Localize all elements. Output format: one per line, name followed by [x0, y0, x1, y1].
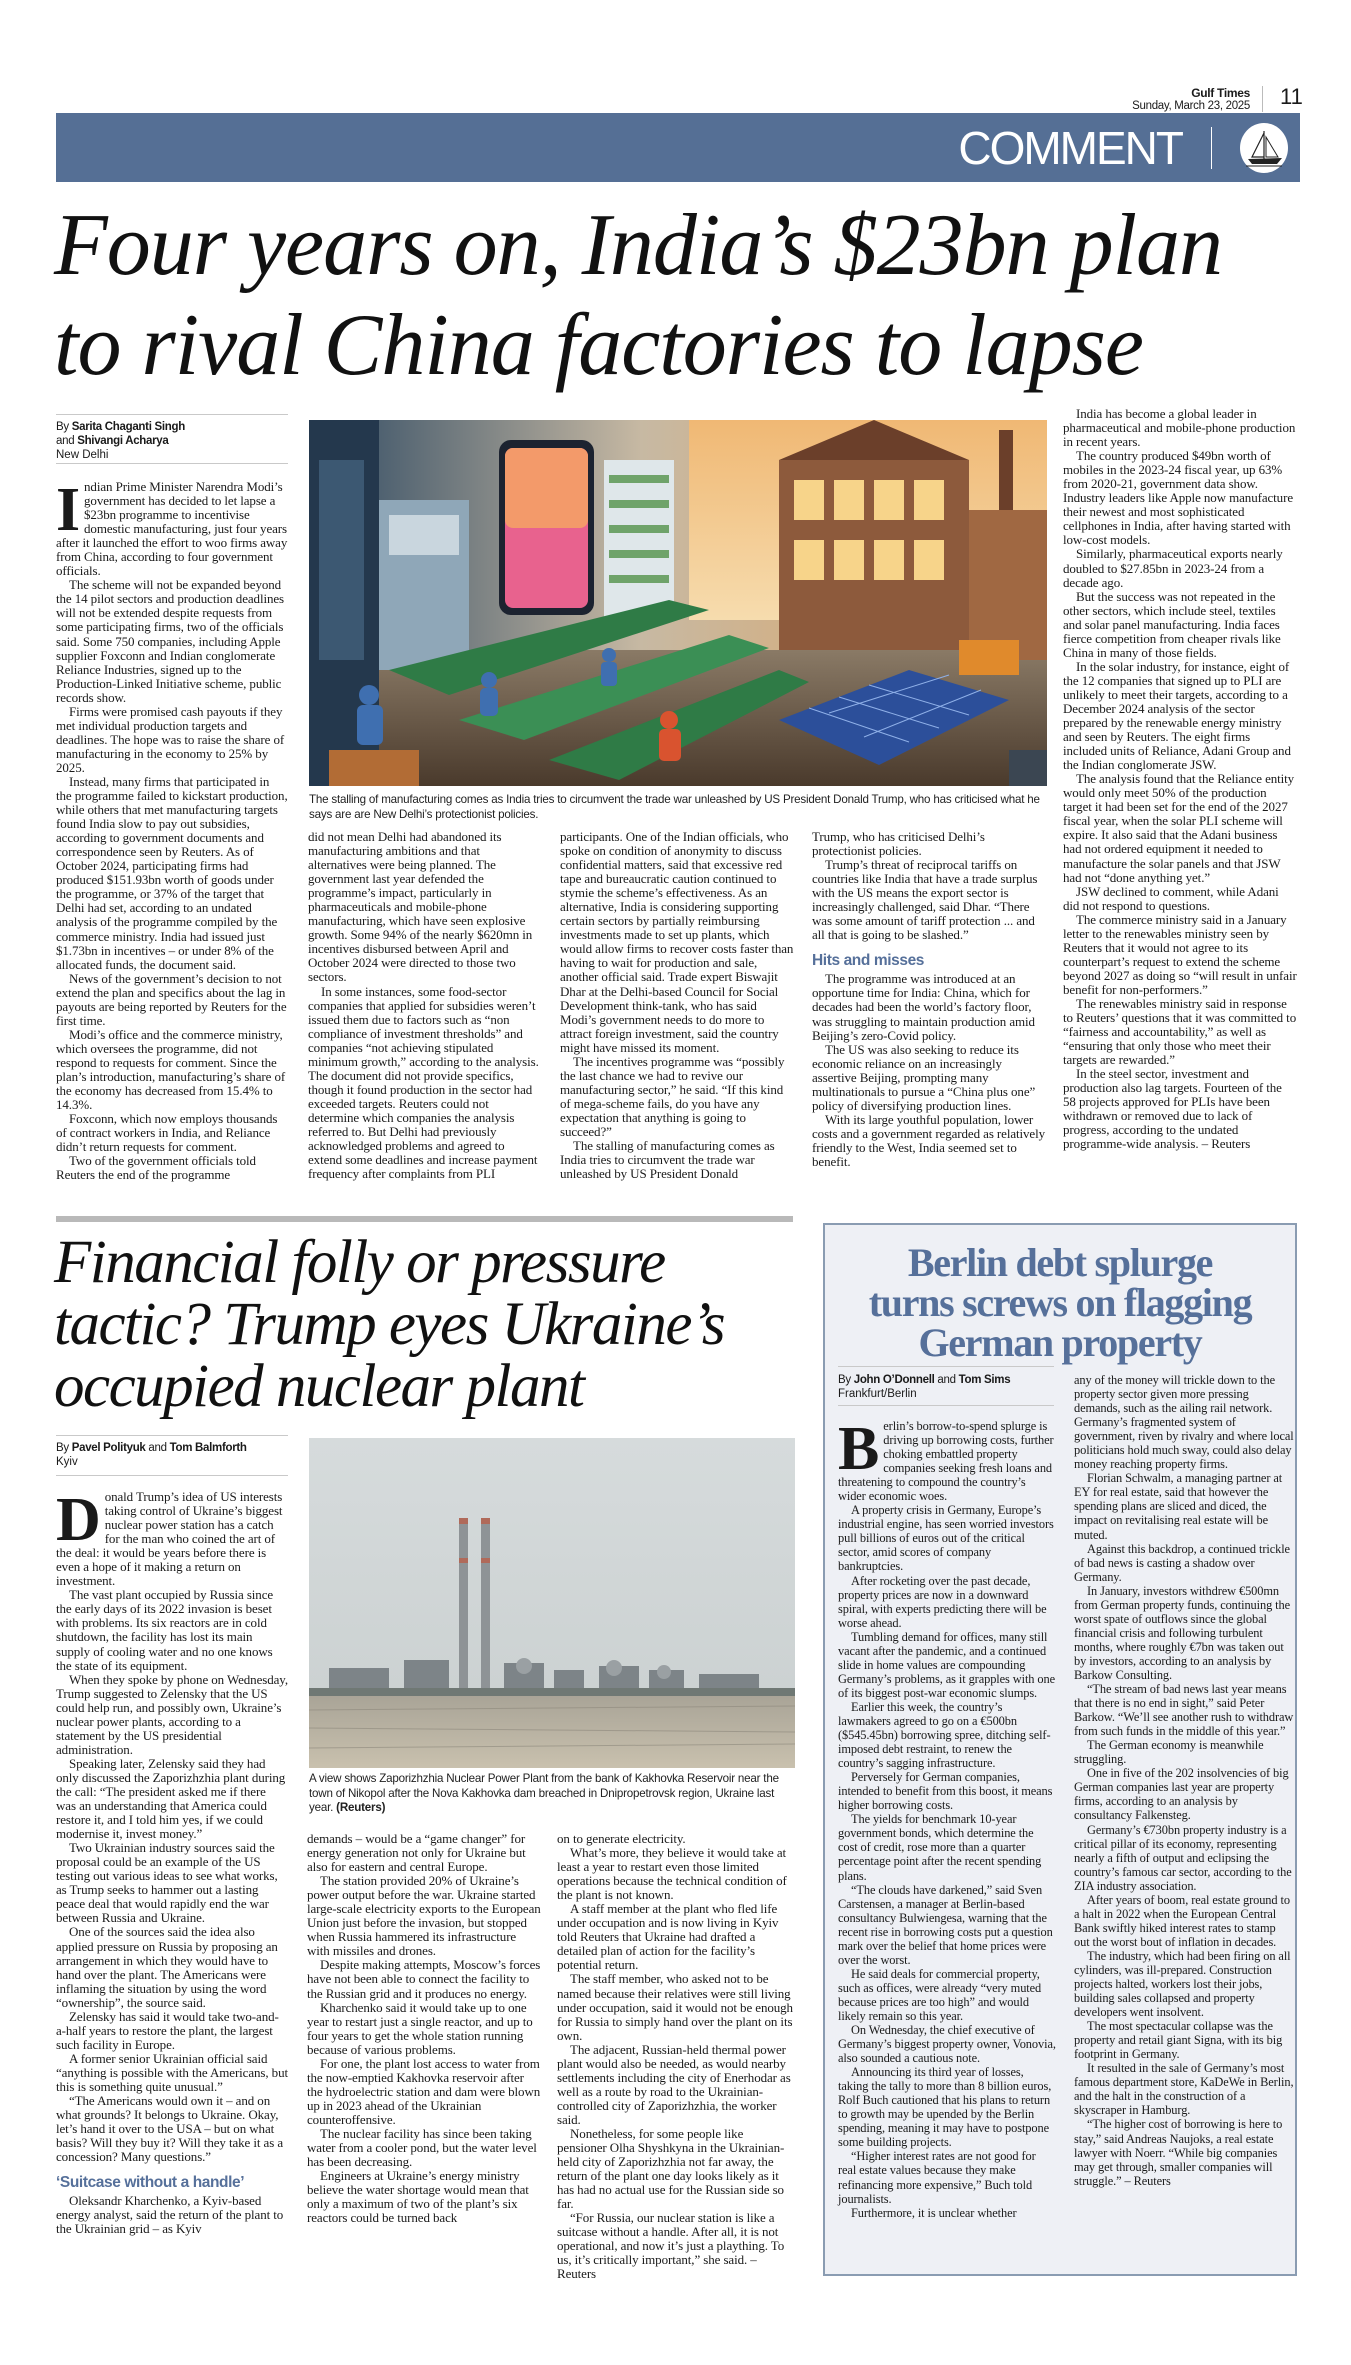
masthead-divider	[1262, 86, 1263, 112]
top-story-column-2	[308, 830, 540, 1181]
paragraph: Trump, who has criticised Delhi’s protectionist policies.	[812, 829, 985, 859]
author-name: Pavel Polityuk	[71, 1442, 146, 1454]
ukraine-story-byline	[56, 1441, 296, 1469]
headline-line: German property	[918, 1320, 1202, 1365]
paragraph: Two Ukrainian industry sources said the proposal could be an example of the US testing out various ideas to see what works, as Trump seeks to hammer out a lasting peace deal that would rapidly end the war between Russia and Ukraine.	[56, 1840, 278, 1926]
paragraph: When they spoke by phone on Wednesday, Trump suggested to Zelensky that the US could help run, and possibly own, Ukraine’s nuclear power plants, according to a statement by the US presidential administration.	[56, 1671, 288, 1757]
paragraph: The station provided 20% of Ukraine’s power output before the war. Ukraine started large-scale electricity exports to the European Union just before the invasion, but stopped when Russia hammered its infrastructure with missiles and drones.	[307, 1873, 541, 1959]
dateline: Kyiv	[56, 1456, 78, 1468]
headline-line: to rival China factories to lapse	[54, 297, 1143, 394]
paragraph: The most spectacular collapse was the property and retail giant Signa, with its big footprint in Germany.	[1074, 2019, 1283, 2062]
berlin-story-byline	[838, 1373, 1068, 1401]
byline-prefix: By	[56, 421, 69, 433]
paragraph: Against this backdrop, a continued trickle of bad news is casting a shadow over Germany.	[1074, 1541, 1290, 1584]
byline-rule	[838, 1366, 1054, 1367]
paragraph-text: erlin’s borrow-to-spend splurge is driving up borrowing costs, further choking embattled property companies seeking fresh loans and threatening to compound the country’s wider economic woes.	[838, 1419, 1054, 1504]
paragraph: The vast plant occupied by Russia since the early days of its 2022 invasion is beset with problems. Its six reactors are in cold shutdown, the facility has lost its main supply of cooling water and no one knows the state of its equipment.	[56, 1587, 274, 1673]
byline-rule	[56, 1435, 288, 1436]
paragraph: JSW declined to comment, while Adani did not respond to questions.	[1063, 883, 1279, 913]
ukraine-story-headline	[54, 1229, 725, 1420]
paragraph: The renewables ministry said in response to Reuters’ questions that it was committed to “fairness and accountability,” as well as “ensuring that only those who meet their targets are rewarded.”	[1063, 995, 1297, 1068]
ukraine-story-column-1	[56, 1486, 288, 2237]
page-number: 11	[1280, 84, 1303, 109]
headline-line: Four years on, India’s $23bn plan	[54, 197, 1223, 294]
paragraph	[838, 1415, 1056, 1504]
drop-cap: D	[56, 1486, 101, 1554]
paragraph: It resulted in the sale of Germany’s most famous department store, KaDeWe in Berlin, and the halt in the construction of a skyscraper in Hamburg.	[1074, 2061, 1294, 2118]
paragraph: “The clouds have darkened,” said Sven Carstensen, a manager at Berlin-based consultancy Bulwiengesa, warning that the recent rise in borrowing costs put a question mark over the belief that home prices were over the worst.	[838, 1882, 1053, 1967]
paragraph: Firms were promised cash payouts if they met individual production targets and deadlines. The hope was to raise the share of manufacturing in the economy to 25% by 2025.	[56, 703, 285, 775]
drop-cap: B	[838, 1415, 880, 1483]
section-label: COMMENT	[958, 122, 1182, 174]
paragraph: A staff member at the plant who fled life under occupation and is now living in Kyiv told Reuters that Ukraine had drafted a detailed plan of action for the facility’s potential return.	[557, 1901, 779, 1973]
dateline: Frankfurt/Berlin	[838, 1388, 917, 1400]
photo-credit: (Reuters)	[336, 1801, 386, 1814]
paragraph: Foxconn, which now employs thousands of contract workers in India, and Reliance didn’t return requests for comment.	[56, 1111, 278, 1155]
paragraph-text: onald Trump’s idea of US interests taking control of Ukraine’s biggest nuclear power station has a catch for the man who coined the art of the deal: it would be years before there is even a hope of it making a return on investment.	[56, 1489, 283, 1589]
factory-illustration-image	[309, 420, 1047, 786]
paragraph: Perversely for German companies, intended to benefit from this boost, it means higher borrowing costs.	[838, 1770, 1053, 1813]
paragraph: The nuclear facility has since been taking water from a cooler pond, but the water level has been decreasing.	[307, 2125, 537, 2170]
paragraph: The industry, which had been firing on all cylinders, was ill-prepared. Construction projects halted, workers lost their jobs, building sales collapsed and property developers went insolvent.	[1074, 1948, 1291, 2020]
headline-line: occupied nuclear plant	[54, 1353, 584, 1420]
paragraph: Announcing its third year of losses, taking the tally to more than 8 billion euros, Rolf Buch cautioned that his plans to return to growth may be upended by the Berlin spending, meaning it may have to postpone some building projects.	[838, 2065, 1052, 2150]
section-divider	[1211, 127, 1212, 169]
paragraph: The adjacent, Russian-held thermal power plant would also be needed, as would nearby settlements including the city of Enerhodar as well as a route by road to the Ukrainian-controlled city of Zaporizhzhia, the worker said.	[557, 2041, 791, 2127]
headline-line: turns screws on flagging	[868, 1280, 1252, 1325]
paragraph: After rocketing over the past decade, property prices are now in a downward spiral, with experts predicting there will be worse ahead.	[838, 1573, 1047, 1630]
section-divider-bar	[56, 1216, 793, 1222]
paragraph: “Higher interest rates are not good for real estate values because they make refinancing more expensive,” Buch told journalists.	[838, 2149, 1036, 2206]
byline-rule	[56, 463, 288, 464]
byline-prefix: By	[838, 1374, 851, 1386]
paragraph: Engineers at Ukraine’s energy ministry believe the water shortage would mean that only a maximum of two of the plant’s six reactors could be turned back	[307, 2168, 529, 2226]
headline-line: tactic? Trump eyes Ukraine’s	[54, 1291, 725, 1358]
paragraph: One of the sources said the idea also applied pressure on Russia by proposing an arrangement in which they would have to hand over the plant. The Americans were inflaming the situation by using the word “ownership”, the source said.	[56, 1924, 278, 2010]
paragraph: “The stream of bad news last year means that there is no end in sight,” said Peter Barkow. “We’ll see another rush to withdraw from such funds in the middle of this year.”	[1074, 1682, 1294, 1739]
paragraph: Similarly, pharmaceutical exports nearly doubled to $27.85bn in 2023-24 from a decade ago.	[1063, 546, 1283, 590]
top-story-column-5	[1063, 407, 1297, 1151]
paragraph: Florian Schwalm, a managing partner at EY for real estate, said that however the spending plans are sliced and diced, the impact on revitalising real estate will be muted.	[1074, 1471, 1283, 1542]
paragraph: demands – would be a “game changer” for energy generation not only for Ukraine but also for eastern and central Europe.	[307, 1831, 526, 1875]
issue-date: Sunday, March 23, 2025	[1132, 100, 1250, 112]
paragraph: Tumbling demand for offices, many still vacant after the pandemic, and a continued slide in home values are compounding Germany’s problems, as it grapples with one of its biggest post-war economic slumps.	[838, 1629, 1055, 1700]
paragraph: In the solar industry, for instance, eight of the 12 companies that signed up to PLI are unlikely to meet their targets, according to a December 2024 analysis of the sector prepared by the renewable energy ministry and seen by Reuters. The eight firms included units of Reliance, Adani Group and the Indian conglomerate JSW.	[1063, 658, 1291, 773]
paragraph: The analysis found that the Reliance entity would only meet 50% of the production target it had been set for the end of the 2027 fiscal year, when the solar PLI scheme will expire. It also said that the Adani business had not ordered equipment it needed to manufacture the solar panels and that JSW had not “done anything yet.”	[1063, 771, 1295, 885]
berlin-story-box	[823, 1223, 1297, 2276]
paragraph: But the success was not repeated in the other sectors, which include steel, textiles and solar panel manufacturing. India faces fierce competition from cheaper rivals like China in many of those fields.	[1063, 588, 1281, 660]
ukraine-story-column-3	[557, 1832, 793, 2282]
paragraph: In the steel sector, investment and production also lag targets. Fourteen of the 58 projects approved for PLIs have been withdrawn or removed due to lack of progress, according to the undated programme-wide analysis. – Reuters	[1063, 1066, 1282, 1152]
masthead	[1080, 86, 1250, 112]
paragraph-text: ndian Prime Minister Narendra Modi’s government has decided to let lapse a $23bn programme to incentivise domestic manufacturing, just four years after it launched the effort to woo firms away from China, according to four government officials.	[56, 479, 288, 579]
newspaper-name: Gulf Times	[1191, 86, 1250, 100]
author-name: Tom Balmforth	[169, 1442, 247, 1454]
paragraph: With its large youthful population, lower costs and a government regarded as relatively friendly to the West, India seemed set to benefit.	[812, 1111, 1046, 1169]
byline-rule	[56, 414, 288, 415]
paragraph: The incentives programme was “possibly the last chance we had to revive our manufacturing sector,” he said. “If this kind of mega-scheme fails, do you have any expectation that anything is going to succeed?”	[560, 1053, 785, 1139]
paragraph: The country produced $49bn worth of mobiles in the 2023-24 fiscal year, up 63% from 2020-21, government data show. Industry leaders like Apple now manufacture their newest and most sophisticated cellphones in India, after having started with low-cost models.	[1063, 448, 1293, 548]
top-story-byline	[56, 420, 288, 462]
paragraph: The commerce ministry said in a January letter to the renewables ministry seen by Reuters that it would not agree to its counterpart’s request to extend the scheme beyond 2027 as doing so “will result in unfair benefit for non-performers.”	[1063, 911, 1297, 997]
paragraph: Modi’s office and the commerce ministry, which oversees the programme, did not respond to requests for comment. Since the plan’s introduction, manufacturing’s share of the economy has decreased from 15.4% to 14.3%.	[56, 1026, 286, 1113]
subheading: ‘Suitcase without a handle’	[56, 2174, 245, 2192]
paragraph: The staff member, who asked not to be named because their relatives were still living under occupation, said it would not be enough for Russia to simply hand over the plant on its own.	[557, 1971, 793, 2043]
drop-cap: I	[56, 476, 81, 544]
byline-rule	[838, 1405, 1054, 1406]
author-name: Tom Sims	[958, 1374, 1011, 1386]
paragraph: Trump’s threat of reciprocal tariffs on countries like India that have a trade surplus with the US means the export sector is increasingly challenged, said Dhar. “There was some amount of tariff protection ... and all that is going to be slashed.”	[812, 857, 1038, 943]
berlin-story-column-2	[1074, 1373, 1294, 2188]
paragraph: In January, investors withdrew €500mn from German property funds, continuing the worst spate of outflows since the global financial crisis and following turbulent months, where roughly €7bn was taken out by investors, according to an analysis by Barkow Consulting.	[1074, 1583, 1291, 1682]
paragraph: Nonetheless, for some people like pensioner Olha Shyshkyna in the Ukrainian-held city of Zaporizhzhia not far away, the return of the plant one day looks likely as it has had no actual use for the Russian side so far.	[557, 2125, 785, 2212]
paragraph: “The higher cost of borrowing is here to stay,” said Andreas Naujoks, a real estate lawyer with Noerr. “While big companies may get through, smaller companies will struggle.” – Reuters	[1074, 2117, 1283, 2188]
paragraph: The stalling of manufacturing comes as India tries to circumvent the trade war unleashed by US President Donald	[560, 1138, 775, 1182]
paragraph: Two of the government officials told Reuters the end of the programme	[56, 1153, 256, 1183]
paragraph: participants. One of the Indian officials, who spoke on condition of anonymity to discuss confidential matters, said that excessive red tape and bureaucratic caution continued to stymie the scheme’s effectiveness. As an alternative, India is considering supporting certain sectors by partially reimbursing investments made to set up plants, which would allow firms to recover costs faster than having to wait for production and sale, another official said. Trade expert Biswajit Dhar at the Delhi-based Council for Social Development think-tank, who has said Modi’s government needs to do more to attract foreign investment, said the country might have missed its moment.	[560, 829, 794, 1055]
paragraph: Furthermore, it is unclear whether	[851, 2205, 1017, 2220]
byline-rule	[56, 1475, 288, 1476]
paragraph: any of the money will trickle down to the property sector given more pressing demands, such as the ailing rail network. Germany’s fragmented system of government, riven by rivalry and where local politicians hold much sway, could also delay money reaching property firms.	[1074, 1373, 1294, 1472]
paragraph: Zelensky has said it would take two-and-a-half years to restore the plant, the largest such facility in Europe.	[56, 2008, 279, 2052]
top-story-column-1	[56, 476, 288, 1183]
paragraph: News of the government’s decision to not extend the plan and specifics about the lag in payouts are being reported by Reuters for the first time.	[56, 970, 287, 1028]
paragraph: Instead, many firms that participated in the programme failed to kickstart production, while others that met manufacturing targets found India slow to pay out subsidies, according to government documents and correspondence seen by Reuters. As of October 2024, participating firms had produced $151.93bn worth of goods under the programme, or 37% of the target that Delhi had set, according to an undated analysis of the programme compiled by the commerce ministry. India had issued just $1.73bn in incentives – or under 8% of the allocated funds, the document said.	[56, 773, 288, 972]
headline-line: Financial folly or pressure	[54, 1229, 665, 1296]
author-name: Sarita Chaganti Singh	[71, 421, 185, 433]
paragraph: After years of boom, real estate ground to a halt in 2022 when the European Central Bank swiftly hiked interest rates to stamp out the worst bout of inflation in decades.	[1074, 1892, 1290, 1949]
paragraph: The scheme will not be expanded beyond the 14 pilot sectors and production deadlines will not be extended despite requests from some participating firms, two of the officials said. Some 750 companies, including Apple supplier Foxconn and Indian conglomerate Reliance Industries, signed up to the Production-Linked Initiative scheme, public records show.	[56, 577, 285, 705]
paragraph: India has become a global leader in pharmaceutical and mobile-phone production in recent years.	[1063, 406, 1296, 450]
paragraph: The US was also seeking to reduce its economic reliance on an increasingly assertive Beijing, prompting many multinationals to pursue a “China plus one” policy of diversifying production lines.	[812, 1041, 1036, 1113]
paragraph: Kharchenko said it would take up to one year to restart just a single reactor, and up to four years to get the whole station running because of various problems.	[307, 1999, 533, 2057]
top-story-column-3	[560, 830, 796, 1181]
paragraph: did not mean Delhi had abandoned its manufacturing ambitions and that alternatives were being planned. The government last year defended the programme’s impact, particularly in pharmaceuticals and mobile-phone manufacturing, which have seen explosive growth. Some 94% of the nearly $620mn in incentives disbursed between April and October 2024 were directed to those two sectors.	[308, 829, 533, 985]
paragraph: The yields for benchmark 10-year government bonds, which determine the cost of credit, rose more than a quarter percentage point after the recent spending plans.	[838, 1812, 1042, 1883]
berlin-story-column-1	[838, 1415, 1056, 2220]
paragraph: In some instances, some food-sector companies that applied for subsidies weren’t issued them due to factors such as “non compliance of investment thresholds” and companies “not achieving stipulated minimum growth,” according to the analysis. The document did not provide specifics, though it found production in the sector had exceeded targets. Reuters could not determine which companies the analysis referred to. But Delhi had previously acknowledged problems and agreed to extend some deadlines and increase payment frequency after complaints from PLI	[308, 983, 539, 1182]
paragraph: He said deals for commercial property, such as offices, were already “very muted because prices are too high” and would likely remain so this year.	[838, 1966, 1042, 2023]
paragraph: One in five of the 202 insolvencies of big German companies last year are property firms, according to an analysis by consultancy Falkensteg.	[1074, 1766, 1289, 1823]
byline-prefix: By	[56, 1442, 69, 1454]
headline-line: Berlin debt splurge	[907, 1240, 1213, 1285]
paragraph: Earlier this week, the country’s lawmakers agreed to go on a €500bn ($545.45bn) borrowing spree, ditching self-imposed debt restraint, to renew the country’s sagging infrastructure.	[838, 1699, 1051, 1771]
top-story-image-caption: The stalling of manufacturing comes as India tries to circumvent the trade war unleashed by US President Donald Trump, who has criticised what he says are are New Delhi’s protectionist policies.	[309, 793, 1040, 821]
berlin-story-headline	[825, 1240, 1295, 1365]
paragraph	[56, 1486, 288, 1589]
nuclear-plant-photo	[309, 1438, 795, 1768]
ukraine-story-column-2	[307, 1832, 541, 2225]
paragraph: Germany’s €730bn property industry is a critical pillar of its economy, representing nearly a fifth of output and eclipsing the country’s famous car sector, according to the ZIA industry association.	[1074, 1822, 1292, 1893]
top-story-headline	[54, 196, 1222, 396]
byline-conjunction: and	[937, 1374, 956, 1386]
paragraph	[56, 476, 288, 579]
ukraine-photo-caption	[309, 1772, 795, 1816]
caption-text: A view shows Zaporizhzhia Nuclear Power Plant from the bank of Kakhovka Reservoir near the town of Nikopol after the Nova Kakhovka dam breached in Dnipropetrovsk region, Ukraine last year.	[309, 1772, 779, 1814]
author-name: Shivangi Acharya	[77, 435, 169, 447]
paragraph: For one, the plant lost access to water from the now-emptied Kakhovka reservoir after the hydroelectric station and dam were blown up in 2023 ahead of the Ukrainian counteroffensive.	[307, 2055, 541, 2127]
paragraph: “The Americans would own it – and on what grounds? It belongs to Ukraine. Okay, let’s hand it over to the USA – but on what basis? Will they buy it? Will they take it as a concession? Many questions.”	[56, 2093, 284, 2165]
dateline: New Delhi	[56, 449, 109, 461]
byline-conjunction: and	[148, 1442, 167, 1454]
top-story-column-4	[812, 830, 1048, 1169]
paragraph: “For Russia, our nuclear station is like a suitcase without a handle. After all, it is not operational, and now it’s just a plaything. To us, it’s critically important,” she said. – Reuters	[557, 2210, 785, 2282]
paragraph: A former senior Ukrainian official said “anything is possible with the Americans, but this is something quite unusual.”	[56, 2050, 288, 2094]
paragraph: Speaking later, Zelensky said they had only discussed the Zaporizhzhia plant during the call: “The president asked me if there was an understanding that America could restore it, and I told him yes, if we could modernise it, invest money.”	[56, 1755, 286, 1842]
paragraph: Despite making attempts, Moscow’s forces have not been able to connect the facility to the Russian grid and it produces no energy.	[307, 1957, 541, 2001]
paragraph: A property crisis in Germany, Europe’s industrial engine, has seen worried investors pull billions of euros out of the critical sector, amid scores of company bankruptcies.	[838, 1503, 1054, 1574]
author-name: John O’Donnell	[853, 1374, 935, 1386]
paragraph: on to generate electricity.	[557, 1831, 686, 1846]
byline-conjunction: and	[56, 435, 75, 447]
subheading: Hits and misses	[812, 952, 925, 970]
paragraph: Oleksandr Kharchenko, a Kyiv-based energy analyst, said the return of the plant to the Ukrainian grid – as Kyiv	[56, 2193, 284, 2237]
dhow-boat-icon	[1240, 123, 1288, 173]
section-bar	[56, 113, 1300, 182]
paragraph: What’s more, they believe it would take at least a year to restart even those limited operations because the technical condition of the plant is not known.	[557, 1845, 787, 1903]
paragraph: The German economy is meanwhile struggling.	[1074, 1738, 1264, 1767]
paragraph: The programme was introduced at an opportune time for India: China, which for decades had been the world’s factory floor, was struggling to maintain production amid Beijing’s zero-Covid policy.	[812, 971, 1035, 1043]
paragraph: On Wednesday, the chief executive of Germany’s biggest property owner, Vonovia, also sounded a cautious note.	[838, 2023, 1056, 2066]
